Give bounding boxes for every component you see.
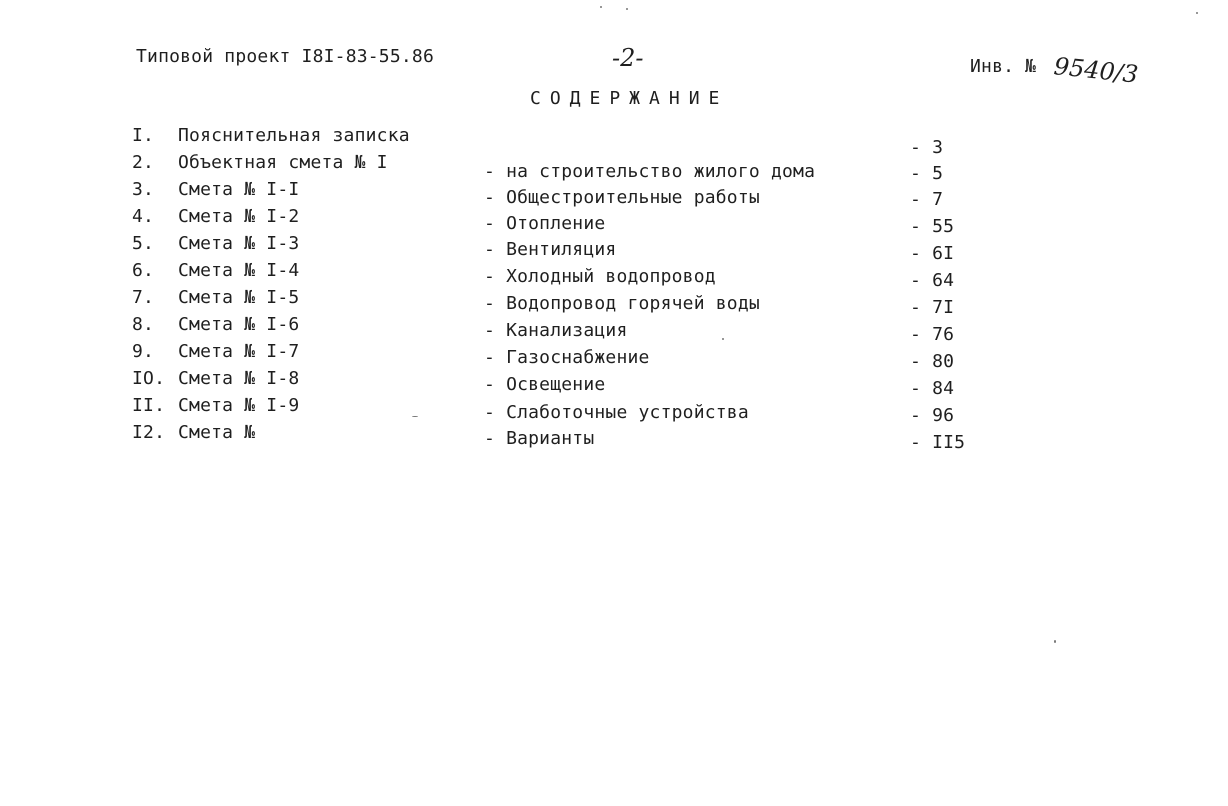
- toc-item-number: 4.: [132, 206, 155, 227]
- toc-item-number: 7.: [132, 287, 155, 308]
- toc-item-page: - 55: [910, 216, 955, 237]
- toc-item-page: - 64: [910, 270, 955, 291]
- toc-item-label: Смета № I-I: [178, 179, 300, 200]
- scan-speck: [412, 416, 418, 417]
- toc-row: [0, 422, 1228, 453]
- scan-speck: [1196, 12, 1198, 14]
- toc-row: [0, 368, 1228, 399]
- toc-row: [0, 341, 1228, 372]
- toc-item-description: - Вентиляция: [484, 239, 617, 260]
- toc-item-page: - 3: [910, 137, 944, 158]
- toc-row: [0, 233, 1228, 264]
- toc-row: [0, 314, 1228, 345]
- toc-row: [0, 179, 1228, 210]
- toc-item-number: 3.: [132, 179, 155, 200]
- toc-row: [0, 395, 1228, 426]
- toc-item-label: Смета № I-5: [178, 287, 300, 308]
- toc-item-description: - Отопление: [484, 213, 606, 234]
- toc-item-description: - Водопровод горячей воды: [484, 293, 760, 314]
- inventory-label: Инв. №: [970, 56, 1037, 77]
- scan-speck: [722, 338, 724, 340]
- toc-item-description: - Слаботочные устройства: [484, 402, 749, 423]
- toc-item-label: Пояснительная записка: [178, 125, 410, 146]
- toc-item-label: Смета № I-8: [178, 368, 300, 389]
- toc-item-page: - 7I: [910, 297, 955, 318]
- toc-item-description: - Канализация: [484, 320, 628, 341]
- toc-item-page: - 96: [910, 405, 955, 426]
- toc-item-description: - Освещение: [484, 374, 606, 395]
- toc-item-page: - II5: [910, 432, 966, 453]
- scan-speck: [626, 8, 628, 10]
- page-number: -2-: [612, 44, 644, 72]
- toc-item-description: - Газоснабжение: [484, 347, 650, 368]
- project-code: Типовой проект I8I-83-55.86: [136, 46, 434, 67]
- toc-item-label: Смета №: [178, 422, 256, 443]
- toc-item-description: - Холодный водопровод: [484, 266, 716, 287]
- toc-item-number: IO.: [132, 368, 166, 389]
- scan-speck: [600, 6, 602, 8]
- toc-item-label: Объектная смета № I: [178, 152, 388, 173]
- toc-item-label: Смета № I-9: [178, 395, 300, 416]
- scan-speck: [1054, 640, 1056, 643]
- contents-title: СОДЕРЖАНИЕ: [530, 88, 729, 109]
- toc-row: [0, 287, 1228, 318]
- toc-item-number: 5.: [132, 233, 155, 254]
- toc-item-description: - Варианты: [484, 428, 595, 449]
- toc-item-number: 6.: [132, 260, 155, 281]
- inventory-number: 9540/3: [1052, 52, 1140, 89]
- toc-item-label: Смета № I-3: [178, 233, 300, 254]
- toc-item-number: 2.: [132, 152, 155, 173]
- toc-item-number: 9.: [132, 341, 155, 362]
- toc-item-label: Смета № I-7: [178, 341, 300, 362]
- toc-item-number: II.: [132, 395, 166, 416]
- toc-item-page: - 84: [910, 378, 955, 399]
- toc-item-page: - 5: [910, 163, 944, 184]
- toc-row: [0, 152, 1228, 184]
- toc-item-page: - 7: [910, 189, 944, 210]
- toc-item-page: - 6I: [910, 243, 955, 264]
- toc-item-description: - на строительство жилого дома: [484, 161, 816, 182]
- toc-item-label: Смета № I-6: [178, 314, 300, 335]
- toc-row: [0, 206, 1228, 237]
- toc-item-label: Смета № I-4: [178, 260, 300, 281]
- toc-item-number: 8.: [132, 314, 155, 335]
- toc-item-page: - 76: [910, 324, 955, 345]
- toc-row: [0, 260, 1228, 291]
- toc-item-page: - 80: [910, 351, 955, 372]
- toc-item-label: Смета № I-2: [178, 206, 300, 227]
- toc-row: [0, 125, 1228, 158]
- toc-item-number: I2.: [132, 422, 166, 443]
- toc-item-number: I.: [132, 125, 155, 146]
- toc-item-description: - Общестроительные работы: [484, 187, 760, 208]
